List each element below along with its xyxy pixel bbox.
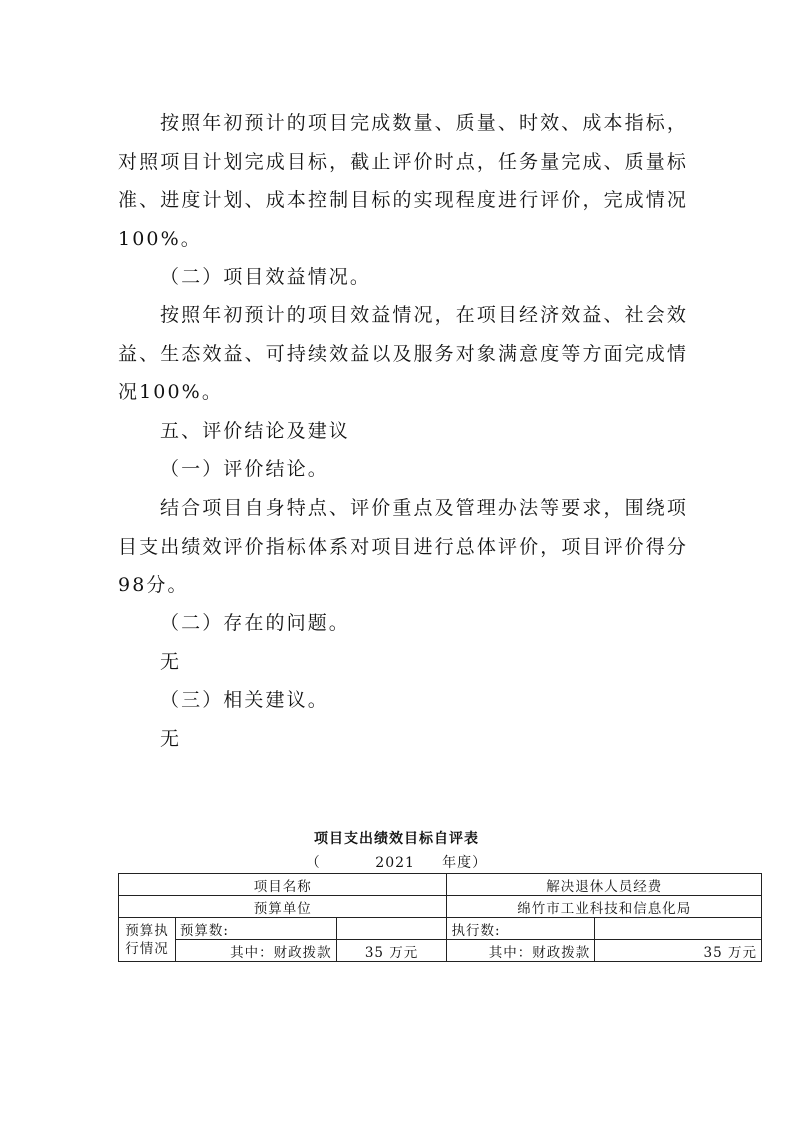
budget-label: 预算数: [175, 918, 336, 940]
unit-value: 绵竹市工业科技和信息化局 [447, 896, 762, 918]
actual-value-empty [595, 918, 762, 940]
budget-value-empty [336, 918, 447, 940]
paragraph-conclusion: 结合项目自身特点、评价重点及管理办法等要求，围绕项目支出绩效评价指标体系对项目进行总体评价，项目评价得分98分。 [118, 497, 688, 596]
paragraph-completion: 按照年初预计的项目完成数量、质量、时效、成本指标，对照项目计划完成目标，截止评价时点，任务量完成、质量标准、进度计划、成本控制目标的实现程度进行评价，完成情况100%。 [118, 112, 688, 250]
table-title: 项目支出绩效目标自评表 [314, 831, 479, 847]
table-row [119, 874, 762, 896]
actual-label: 执行数: [447, 918, 595, 940]
unit-label: 预算单位 [119, 896, 447, 918]
actual-fiscal-label: 其中：财政拨款 [447, 940, 595, 962]
project-name-label: 项目名称 [119, 874, 447, 896]
paragraph-benefit: 按照年初预计的项目效益情况，在项目经济效益、社会效益、生态效益、可持续效益以及服务对象满意度等方面完成情况100%。 [118, 304, 688, 403]
table-row [119, 896, 762, 918]
section-heading-conclusion: 五、评价结论及建议 [160, 420, 350, 442]
heading-suggestions: （三）相关建议。 [160, 689, 329, 711]
heading-conclusion: （一）评价结论。 [160, 458, 329, 480]
suggestions-text: 无 [160, 728, 182, 750]
table-row [119, 940, 762, 962]
project-name-value: 解决退休人员经费 [447, 874, 762, 896]
budget-fiscal-value: 35 万元 [336, 940, 447, 962]
actual-fiscal-value: 35 万元 [595, 940, 762, 962]
table-row [119, 918, 762, 940]
heading-problems: （二）存在的问题。 [160, 612, 350, 634]
exec-label: 预算执行情况 [119, 918, 176, 962]
problems-text: 无 [160, 651, 182, 673]
performance-table [118, 873, 762, 962]
budget-fiscal-label: 其中：财政拨款 [175, 940, 336, 962]
heading-benefit: （二）项目效益情况。 [160, 266, 372, 288]
table-year: （ 2021 年度） [305, 855, 488, 871]
